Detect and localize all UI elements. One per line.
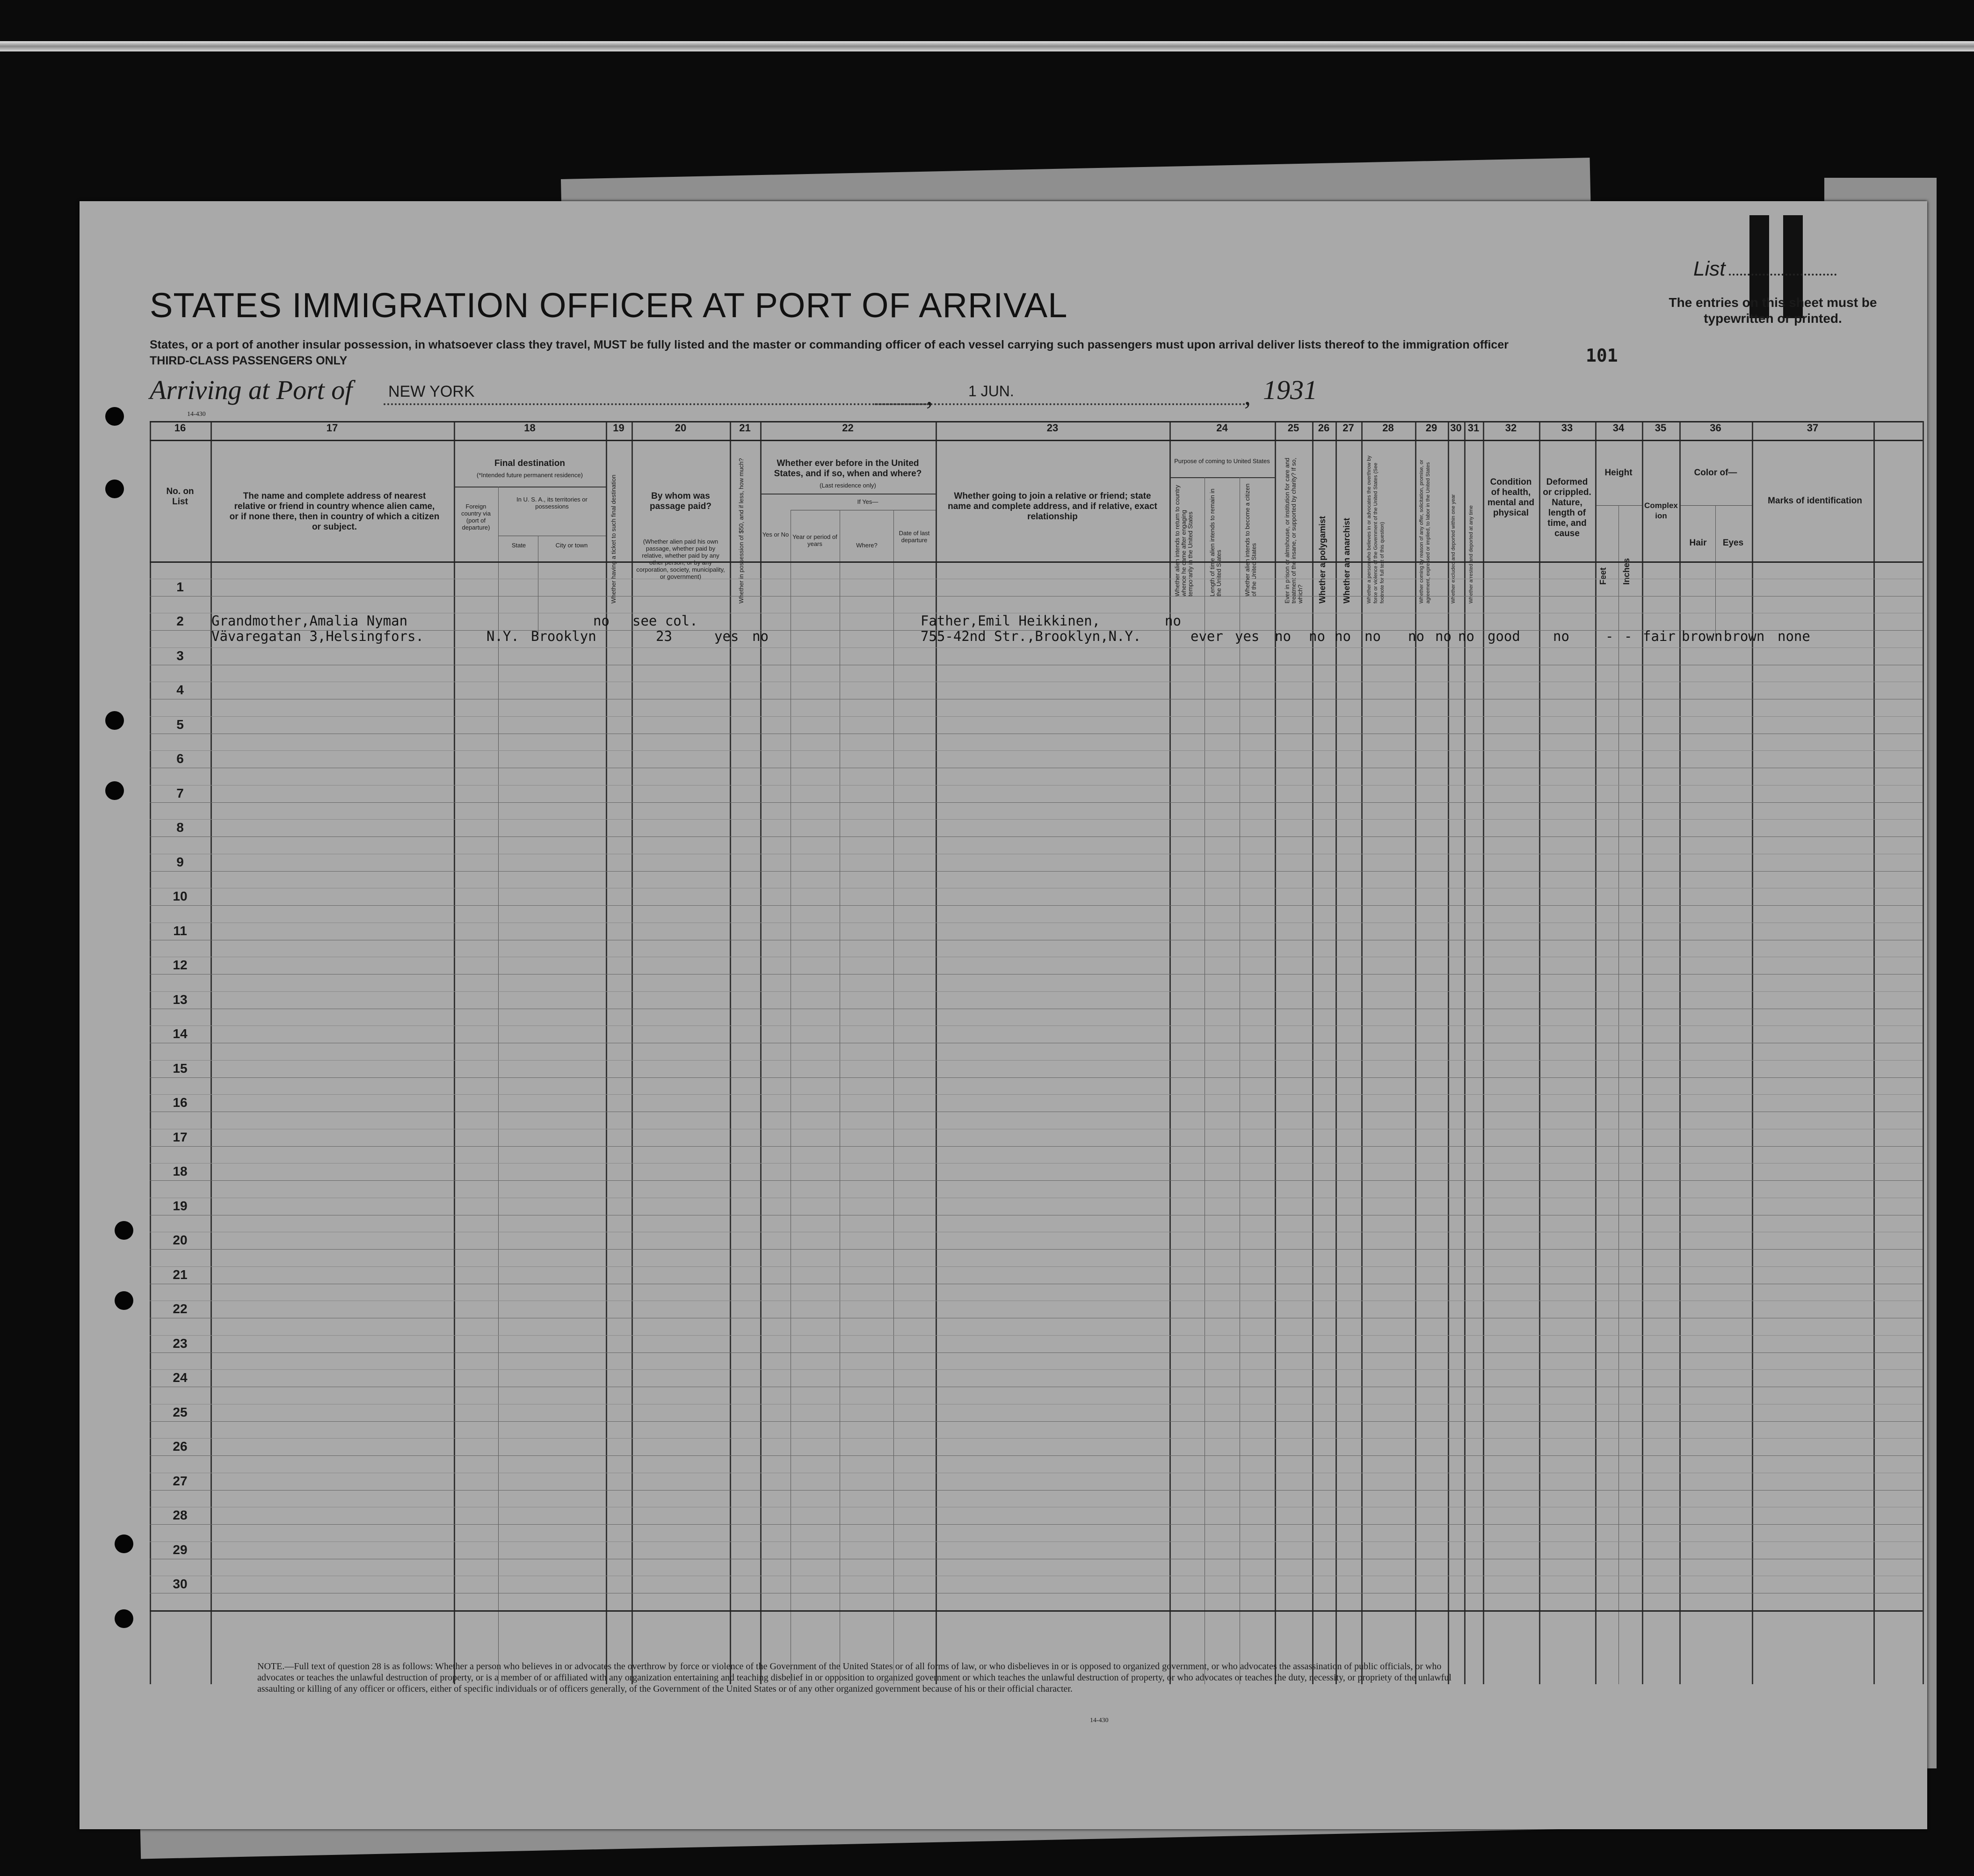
row-half-rule xyxy=(150,1094,1923,1095)
entry-relative-line2: Vävaregatan 3,Helsingfors. xyxy=(211,628,424,644)
entry-ticket: no xyxy=(593,613,610,629)
row-number: 7 xyxy=(176,785,184,800)
entry-paid-by-line1: see col. xyxy=(632,613,698,629)
col-num: 30 xyxy=(1450,422,1462,434)
manifest-table xyxy=(150,421,1923,1684)
header-if-yes: If Yes— xyxy=(857,498,878,505)
row-rule xyxy=(150,1077,1923,1078)
instruction-line: States, or a port of another insular possession, in whatsoever class they travel, MUST be fully listed and the master or commanding officer of each vessel carrying such passengers must upon arrival deliver lists thereof to the immigration officer xyxy=(150,338,1509,351)
header-bottom-rule xyxy=(150,561,1923,563)
col-num: 23 xyxy=(1046,422,1059,434)
entry-complexion: fair xyxy=(1643,628,1676,644)
header-inches: Inches xyxy=(1622,558,1631,585)
header-prison: Ever in prison or almshouse, or institution for care and treatment of the insane, or supported by charity? If so, which? xyxy=(1284,458,1304,604)
row-number: 10 xyxy=(173,889,188,904)
entry-length: ever xyxy=(1190,628,1223,644)
row-rule xyxy=(150,1524,1923,1525)
column-rule xyxy=(893,510,894,1684)
entry-eyes: brown xyxy=(1724,628,1765,644)
header-height: Height xyxy=(1604,468,1633,478)
row-number: 8 xyxy=(176,820,184,835)
header-overthrow: Whether a person who believes in or advocates the overthrow by force or violence of the Government of the United States (See footnote for full text of this question) xyxy=(1366,455,1385,604)
col-num: 31 xyxy=(1467,422,1480,434)
entry-feet: - xyxy=(1605,628,1614,644)
col-num: 17 xyxy=(326,422,338,434)
header-usa: In U. S. A., its territories or possessions xyxy=(516,496,588,510)
date-line xyxy=(875,403,1249,405)
binder-hole xyxy=(115,1291,133,1310)
header-instructions xyxy=(150,337,1693,369)
header-ticket: Whether having a ticket to such final destination xyxy=(610,474,617,604)
row-half-rule xyxy=(150,1369,1923,1370)
row-half-rule xyxy=(150,819,1923,820)
column-rule xyxy=(1642,421,1643,1684)
header-health: Condition of health, mental and physical xyxy=(1487,477,1535,518)
col-num: 19 xyxy=(613,422,624,434)
header-eyes: Eyes xyxy=(1722,538,1744,548)
row-number: 18 xyxy=(173,1164,188,1179)
column-rule xyxy=(1448,421,1449,1684)
comma: , xyxy=(926,382,933,411)
row-number: 6 xyxy=(176,751,184,766)
column-rule xyxy=(730,421,731,1684)
col-num: 32 xyxy=(1505,422,1517,434)
binder-hole xyxy=(115,1534,133,1553)
header-purpose-length: Length of time alien intends to remain in the United States xyxy=(1209,488,1222,596)
column-rule xyxy=(1361,421,1363,1684)
col-num: 18 xyxy=(524,422,536,434)
column-rule xyxy=(1873,421,1875,1684)
row-rule xyxy=(150,871,1923,872)
header-marks: Marks of identification xyxy=(1768,496,1862,506)
row-rule xyxy=(150,1249,1923,1250)
row-number: 13 xyxy=(173,992,188,1007)
entry-money: yes xyxy=(714,628,739,644)
col-num: 35 xyxy=(1655,422,1667,434)
col-num: 26 xyxy=(1318,422,1330,434)
column-rule xyxy=(1539,421,1540,1684)
header-money: Whether in possession of $50, and if less, how much? xyxy=(738,458,745,604)
column-rule xyxy=(454,421,455,1684)
row-number: 17 xyxy=(173,1129,188,1144)
column-rule xyxy=(760,421,762,1684)
row-half-rule xyxy=(150,647,1923,648)
entry-deformed: no xyxy=(1553,628,1569,644)
entry-citizen: yes xyxy=(1235,628,1260,644)
header-foreign-country: Foreign country via (port of departure) xyxy=(461,503,491,531)
row-number: 20 xyxy=(173,1233,188,1248)
subheader-rule xyxy=(1169,477,1275,478)
arriving-label: Arriving at Port of xyxy=(150,375,353,405)
scan-top-edge xyxy=(0,41,1974,51)
entry-health: good xyxy=(1488,628,1520,644)
entry-deported: no xyxy=(1458,628,1474,644)
row-number: 19 xyxy=(173,1198,188,1213)
col-num: 20 xyxy=(675,422,687,434)
subheader-divider xyxy=(1715,505,1716,636)
date-value: 1 JUN. xyxy=(968,383,1014,400)
binder-hole xyxy=(115,1221,133,1240)
list-field xyxy=(1693,257,1836,281)
column-rule xyxy=(1464,421,1466,1684)
header-before-in-us-note: (Last residence only) xyxy=(820,482,876,489)
row-rule xyxy=(150,905,1923,906)
header-deported: Whether arrested and deported at any time xyxy=(1468,505,1474,604)
page-title: STATES IMMIGRATION OFFICER AT PORT OF ARRIVAL xyxy=(150,286,1068,325)
header-excluded: Whether excluded and deported within one year xyxy=(1451,494,1456,604)
list-label: List xyxy=(1693,257,1726,280)
header-passage-paid: By whom was passage paid? xyxy=(650,491,711,511)
header-deformed: Deformed or crippled. Nature, length of time, and cause xyxy=(1543,477,1591,538)
row-rule xyxy=(150,1490,1923,1491)
entry-polygamist: no xyxy=(1309,628,1325,644)
header-city: City or town xyxy=(555,542,588,549)
entry-before-in-us: no xyxy=(752,628,769,644)
entry-relative-line1: Grandmother,Amalia Nyman xyxy=(211,613,408,629)
column-rule xyxy=(1923,421,1924,1684)
row-half-rule xyxy=(150,716,1923,717)
row-rule xyxy=(150,1146,1923,1147)
table-bottom-rule xyxy=(150,1610,1923,1612)
header-purpose-citizen: Whether alien intends to become a citizen of the United States xyxy=(1244,483,1257,596)
entry-join-line2: 755-42nd Str.,Brooklyn,N.Y. xyxy=(921,628,1141,644)
header-polygamist: Whether a polygamist xyxy=(1318,516,1327,604)
row-number: 28 xyxy=(173,1508,188,1523)
manifest-sheet xyxy=(80,201,1927,1829)
col-num: 29 xyxy=(1425,422,1437,434)
row-number: 30 xyxy=(173,1577,188,1592)
column-rule xyxy=(1415,421,1416,1684)
footnote: NOTE.—Full text of question 28 is as follows: Whether a person who believes in or advocates the overthrow by force or violence of the Government of the United States or of all forms of law, or who disbelieves in or is opposed to organized government, or who advocates the assassination of public officials, or who advocates or teaches the unlawful destruction of property, or is a member of or affiliated with any organization entertaining and teaching disbelief in or opposition to organized government or which teaches the unlawful destruction of property, or who advocates or teaches the duty, necessity, or propriety of the unlawful assaulting or killing of any officer or officers, either of specific individuals or of officers generally, of the Government of the United States or of any other organized government because of his or their official character. xyxy=(257,1661,1451,1694)
column-rule xyxy=(606,421,607,1684)
header-anarchist: Whether an anarchist xyxy=(1342,517,1351,604)
column-rule xyxy=(1275,421,1276,1684)
row-half-rule xyxy=(150,750,1923,751)
header-feet: Feet xyxy=(1598,567,1608,585)
row-number: 4 xyxy=(176,683,184,698)
row-half-rule xyxy=(150,1025,1923,1026)
row-half-rule xyxy=(150,1060,1923,1061)
column-rule xyxy=(210,421,212,1684)
class-line: THIRD-CLASS PASSENGERS ONLY xyxy=(150,354,348,367)
col-num: 27 xyxy=(1343,422,1354,434)
entry-prison: no xyxy=(1275,628,1291,644)
header-date-departure: Date of last departure xyxy=(899,530,930,544)
header-before-in-us: Whether ever before in the United States, and if so, when and where? xyxy=(774,458,922,479)
row-number: 3 xyxy=(176,648,184,663)
binder-hole xyxy=(105,407,124,426)
row-number: 23 xyxy=(173,1336,188,1351)
entry-excluded: no xyxy=(1435,628,1451,644)
column-rule xyxy=(1335,421,1337,1684)
row-half-rule xyxy=(150,1266,1923,1267)
header-final-destination-note: (*Intended future permanent residence) xyxy=(477,472,583,479)
entry-hair: brown xyxy=(1682,628,1723,644)
port-value: NEW YORK xyxy=(388,383,475,400)
header-relative-abroad: The name and complete address of nearest relative or friend in country whence alien came, or if none there, then in country of which a citizen or subject. xyxy=(229,491,440,532)
binder-hole xyxy=(105,781,124,800)
row-number: 26 xyxy=(173,1439,188,1454)
entry-marks: none xyxy=(1778,628,1810,644)
row-half-rule xyxy=(150,1335,1923,1336)
port-line xyxy=(384,403,931,405)
comma: , xyxy=(1244,382,1251,411)
col-num: 34 xyxy=(1612,422,1625,434)
header-join-relative: Whether going to join a relative or friend; state name and complete address, and if relative, exact relationship xyxy=(948,491,1157,522)
header-final-destination: Final destination xyxy=(494,458,565,468)
year-value: 1931 xyxy=(1263,375,1317,405)
row-number: 27 xyxy=(173,1473,188,1488)
entry-return: no xyxy=(1165,613,1181,629)
entry-anarchist: no xyxy=(1335,628,1351,644)
row-rule xyxy=(150,836,1923,837)
header-purpose-return: Whether alien intends to return to country whence he came after engaging temporarily in the United States xyxy=(1174,485,1194,596)
row-number: 22 xyxy=(173,1302,188,1316)
row-number: 29 xyxy=(173,1542,188,1557)
col-num: 25 xyxy=(1287,422,1299,434)
header-color-of: Color of— xyxy=(1694,468,1737,478)
binder-hole xyxy=(105,711,124,730)
column-rule xyxy=(1312,421,1314,1684)
row-number: 24 xyxy=(173,1370,188,1385)
binder-hole xyxy=(105,480,124,498)
header-purpose: Purpose of coming to United States xyxy=(1174,458,1270,465)
column-rule xyxy=(1752,421,1753,1684)
header-where: Where? xyxy=(856,542,878,549)
header-state: State xyxy=(511,542,526,549)
col-num: 37 xyxy=(1807,422,1819,434)
row-number: 25 xyxy=(173,1404,188,1419)
header-labor: Whether coming by reason of any offer, solicitation, promise, or agreement, expressed or implied, to labor in the United States xyxy=(1419,459,1431,604)
entry-overthrow: no xyxy=(1364,628,1381,644)
row-rule xyxy=(150,1421,1923,1422)
header-rule xyxy=(150,440,1923,441)
row-number: 1 xyxy=(176,579,184,594)
binder-hole xyxy=(115,1609,133,1628)
header-hair: Hair xyxy=(1689,538,1707,548)
row-number: 21 xyxy=(173,1267,188,1282)
header-passage-paid-note: (Whether alien paid his own passage, whether paid by relative, whether paid by any other person, or by any corporation, society, municipality, or government) xyxy=(636,538,725,580)
row-rule xyxy=(150,1180,1923,1181)
entry-paid-by-line2: 23 xyxy=(656,628,672,644)
col-num: 36 xyxy=(1710,422,1721,434)
footnote-code: 14-430 xyxy=(1090,1717,1109,1724)
entry-inches: - xyxy=(1624,628,1633,644)
entry-city: Brooklyn xyxy=(531,628,596,644)
col-num: 22 xyxy=(842,422,854,434)
row-number: 14 xyxy=(173,1026,188,1041)
column-rule xyxy=(631,421,633,1684)
col-num: 16 xyxy=(174,422,186,434)
col-num: 33 xyxy=(1561,422,1573,434)
row-rule xyxy=(150,802,1923,803)
row-rule xyxy=(150,1352,1923,1353)
col-num: 24 xyxy=(1216,422,1228,434)
entries-note: The entries on this sheet must be typewritten or printed. xyxy=(1669,295,1877,326)
header-no-on-list: No. on List xyxy=(166,487,194,507)
stamp-number: 101 xyxy=(1586,345,1618,366)
row-number: 5 xyxy=(176,717,184,732)
row-rule xyxy=(150,1455,1923,1456)
column-rule xyxy=(1169,421,1171,1684)
column-rule xyxy=(1483,421,1484,1684)
header-yes-no: Yes or No xyxy=(762,531,789,538)
header-complexion: Complexion xyxy=(1644,501,1678,520)
row-number: 15 xyxy=(173,1061,188,1076)
column-rule xyxy=(150,421,151,1684)
column-rule xyxy=(498,487,499,1684)
entry-join-line1: Father,Emil Heikkinen, xyxy=(921,613,1101,629)
column-rule xyxy=(1679,421,1681,1684)
row-half-rule xyxy=(150,991,1923,992)
form-code: 14-430 xyxy=(187,411,206,418)
row-number: 16 xyxy=(173,1095,188,1110)
header-rule xyxy=(150,421,1923,422)
row-number: 2 xyxy=(176,614,184,629)
col-num: 28 xyxy=(1382,422,1394,434)
entry-labor: no xyxy=(1408,628,1424,644)
entry-state: N.Y. xyxy=(486,628,519,644)
column-rule xyxy=(936,421,937,1684)
list-number-line xyxy=(1729,274,1836,276)
col-num: 21 xyxy=(739,422,751,434)
column-rule xyxy=(1595,421,1597,1684)
row-half-rule xyxy=(150,1438,1923,1439)
header-period: Year or period of years xyxy=(792,533,837,547)
row-number: 9 xyxy=(176,854,184,869)
row-number: 12 xyxy=(173,958,188,973)
row-number: 11 xyxy=(173,923,187,938)
